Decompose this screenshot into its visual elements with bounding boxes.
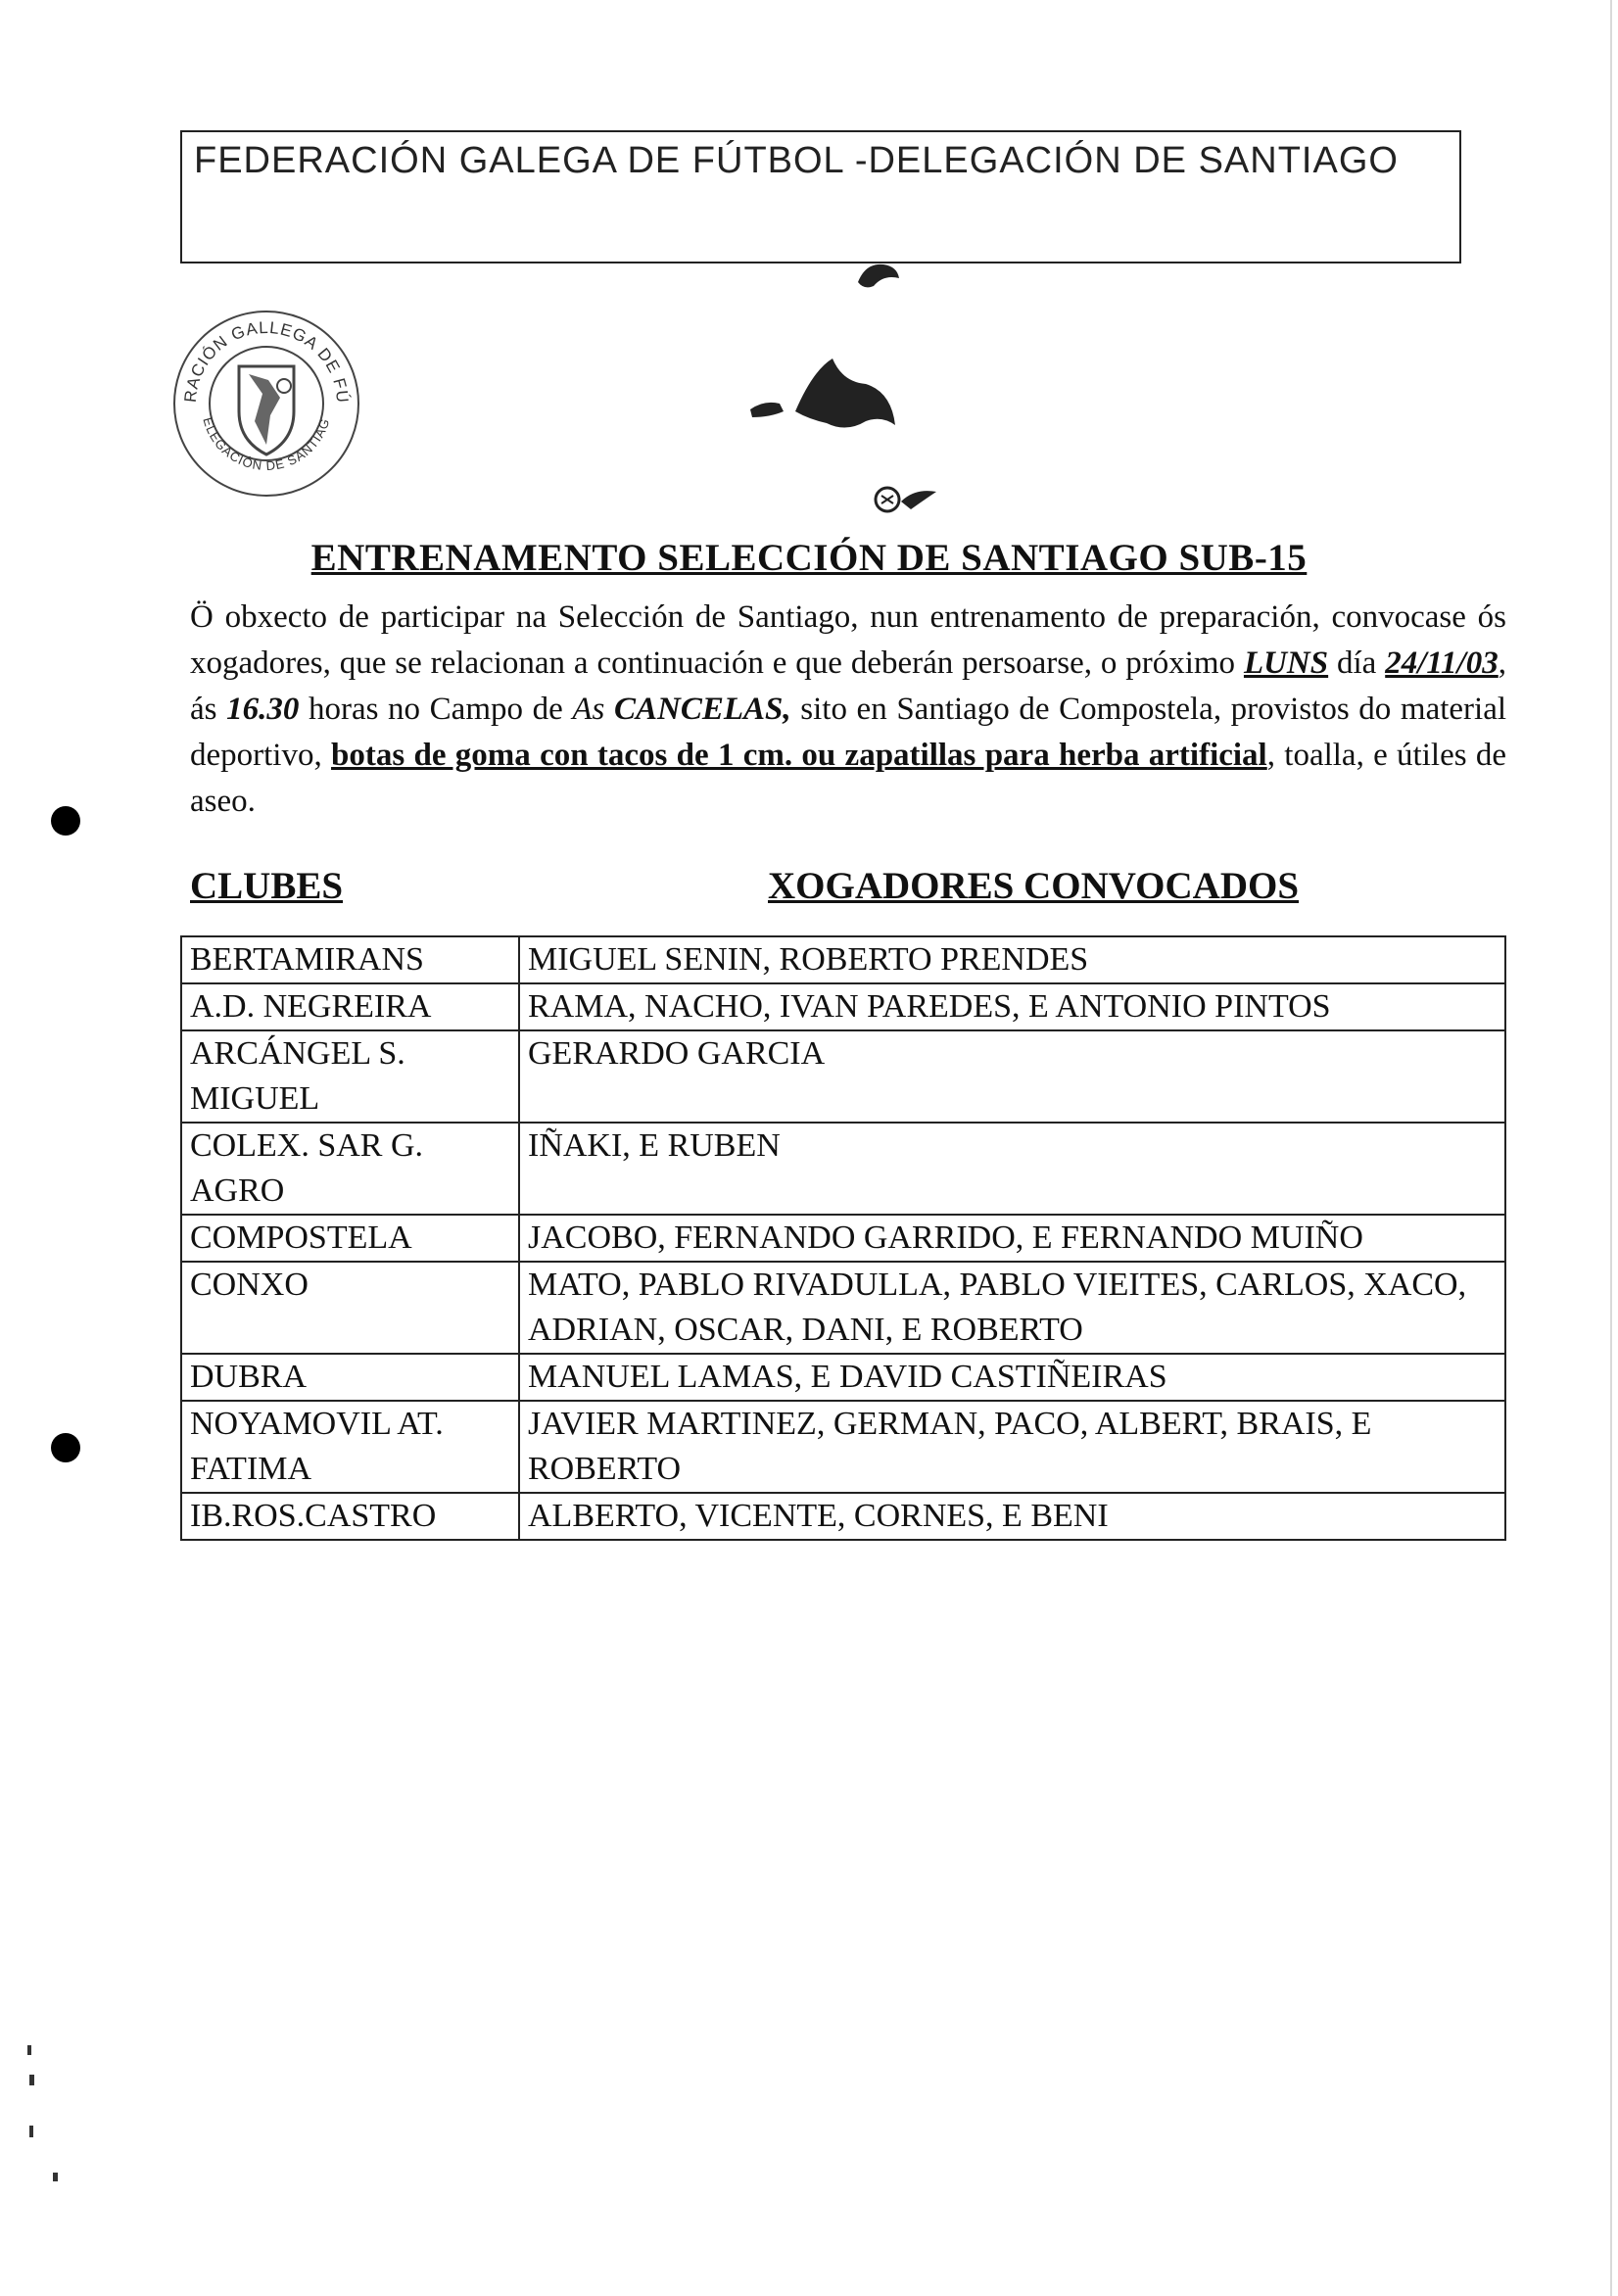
training-venue: CANCELAS,: [614, 692, 791, 727]
club-cell: COMPOSTELA: [181, 1215, 519, 1262]
intro-text: , toalla, e útiles de aseo.: [190, 738, 1506, 819]
clubs-heading: CLUBES: [190, 865, 344, 907]
club-cell: DUBRA: [181, 1354, 519, 1401]
roster-table: [180, 935, 1506, 1541]
intro-text: [604, 692, 614, 727]
table-row: [181, 1123, 1505, 1215]
club-cell: CONXO: [181, 1262, 519, 1354]
table-row: [181, 1262, 1505, 1354]
club-cell: BERTAMIRANS: [181, 936, 519, 983]
venue-prefix: As: [572, 692, 605, 727]
players-cell: MANUEL LAMAS, E DAVID CASTIÑEIRAS: [519, 1354, 1505, 1401]
letterhead-box: [180, 130, 1461, 263]
intro-text: día: [1328, 646, 1386, 681]
required-footwear: botas de goma con tacos de 1 cm. ou zapatillas para herba artificial: [331, 738, 1267, 773]
football-doodle-icon: [872, 480, 940, 519]
players-cell: JAVIER MARTINEZ, GERMAN, PACO, ALBERT, BRAIS, E ROBERTO: [519, 1401, 1505, 1493]
intro-text: , ás: [190, 646, 1506, 727]
players-cell: JACOBO, FERNANDO GARRIDO, E FERNANDO MUIÑO: [519, 1215, 1505, 1262]
ink-smudge-icon: [854, 257, 903, 296]
page-edge: [1610, 0, 1612, 2296]
club-cell: A.D. NEGREIRA: [181, 983, 519, 1030]
training-time: 16.30: [226, 692, 300, 727]
players-cell: IÑAKI, E RUBEN: [519, 1123, 1505, 1215]
federation-seal-icon: [168, 306, 364, 502]
training-date: 24/11/03: [1385, 646, 1499, 681]
players-cell: MATO, PABLO RIVADULLA, PABLO VIEITES, CARLOS, XACO, ADRIAN, OSCAR, DANI, E ROBERTO: [519, 1262, 1505, 1354]
table-row: [181, 1493, 1505, 1540]
intro-text: sito en Santiago de Compostela, provistos do material deportivo,: [190, 692, 1507, 773]
scan-speck: [27, 2045, 31, 2055]
club-cell: NOYAMOVIL AT. FATIMA: [181, 1401, 519, 1493]
document-title: ENTRENAMENTO SELECCIÓN DE SANTIAGO SUB-15: [310, 537, 1308, 579]
club-cell: ARCÁNGEL S. MIGUEL: [181, 1030, 519, 1123]
scan-speck: [29, 2126, 33, 2137]
seal-ring-bottom-text: ELEGACIÓN DE SANTIAG: [200, 415, 333, 474]
scan-speck: [53, 2173, 58, 2181]
intro-paragraph: [190, 595, 1506, 825]
scan-speck: [29, 2075, 34, 2085]
table-row: [181, 1354, 1505, 1401]
table-row: [181, 983, 1505, 1030]
table-row: [181, 936, 1505, 983]
training-day: LUNS: [1243, 646, 1329, 681]
players-cell: ALBERTO, VICENTE, CORNES, E BENI: [519, 1493, 1505, 1540]
punch-hole-icon: [51, 806, 80, 836]
ink-smudge-icon: [744, 353, 901, 441]
players-cell: RAMA, NACHO, IVAN PAREDES, E ANTONIO PINTOS: [519, 983, 1505, 1030]
table-row: [181, 1401, 1505, 1493]
table-row: [181, 1215, 1505, 1262]
intro-text: horas no Campo de: [299, 692, 573, 727]
players-heading: XOGADORES CONVOCADOS: [768, 865, 1300, 907]
players-cell: GERARDO GARCIA: [519, 1030, 1505, 1123]
intro-text: Ö obxecto de participar na Selección de Santiago, nun entrenamento de preparación, convocase ós xogadores, que se relacionan a continuación e que deberán persoarse, o próximo: [190, 599, 1506, 681]
seal-ring-text: RACIÓN GALLEGA DE FÚ: [180, 317, 353, 405]
letterhead-title: FEDERACIÓN GALEGA DE FÚTBOL -DELEGACIÓN DE SANTIAGO: [194, 140, 1399, 181]
club-cell: IB.ROS.CASTRO: [181, 1493, 519, 1540]
players-cell: MIGUEL SENIN, ROBERTO PRENDES: [519, 936, 1505, 983]
table-row: [181, 1030, 1505, 1123]
club-cell: COLEX. SAR G. AGRO: [181, 1123, 519, 1215]
punch-hole-icon: [51, 1433, 80, 1462]
